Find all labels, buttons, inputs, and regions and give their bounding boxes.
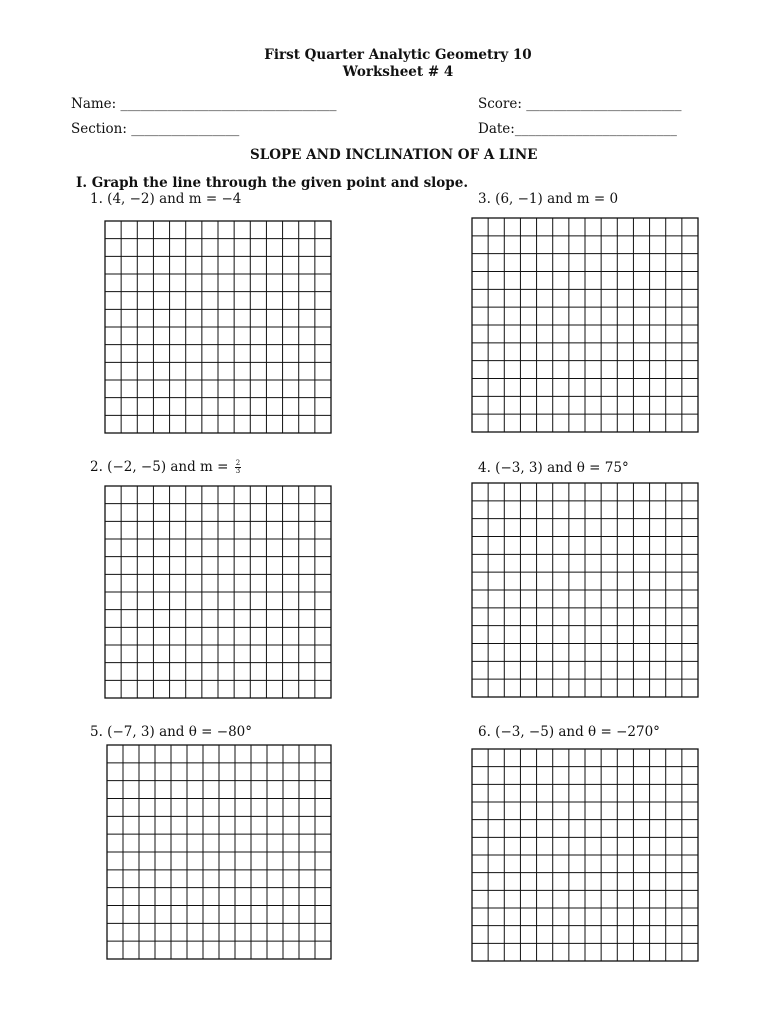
problem-2-text: 2. (−2, −5) and m = xyxy=(90,459,233,475)
problem-2-label xyxy=(90,459,241,475)
instructions: I. Graph the line through the given point and slope. xyxy=(76,175,469,191)
problem-6-label: 6. (−3, −5) and θ = −270° xyxy=(478,724,660,740)
graph-grid-3[interactable] xyxy=(471,217,699,433)
graph-grid-1[interactable] xyxy=(104,220,332,434)
problem-1-label: 1. (4, −2) and m = −4 xyxy=(90,191,242,207)
name-field[interactable]: Name: ________________________________ xyxy=(71,96,337,112)
worksheet-number: Worksheet # 4 xyxy=(342,64,454,80)
worksheet-title: First Quarter Analytic Geometry 10 xyxy=(264,47,532,63)
graph-grid-6[interactable] xyxy=(471,748,699,962)
fraction-two-thirds xyxy=(235,460,241,475)
graph-grid-5[interactable] xyxy=(106,744,332,960)
fraction-denominator: 3 xyxy=(235,467,241,475)
score-field[interactable]: Score: _______________________ xyxy=(478,96,682,112)
problem-4-label: 4. (−3, 3) and θ = 75° xyxy=(478,460,629,476)
fraction-numerator: 2 xyxy=(235,459,241,467)
section-title: SLOPE AND INCLINATION OF A LINE xyxy=(250,147,538,163)
section-field[interactable]: Section: ________________ xyxy=(71,121,240,137)
problem-3-label: 3. (6, −1) and m = 0 xyxy=(478,191,619,207)
date-field[interactable]: Date:________________________ xyxy=(478,121,677,137)
problem-5-label: 5. (−7, 3) and θ = −80° xyxy=(90,724,253,740)
graph-grid-2[interactable] xyxy=(104,485,332,699)
graph-grid-4[interactable] xyxy=(471,482,699,698)
